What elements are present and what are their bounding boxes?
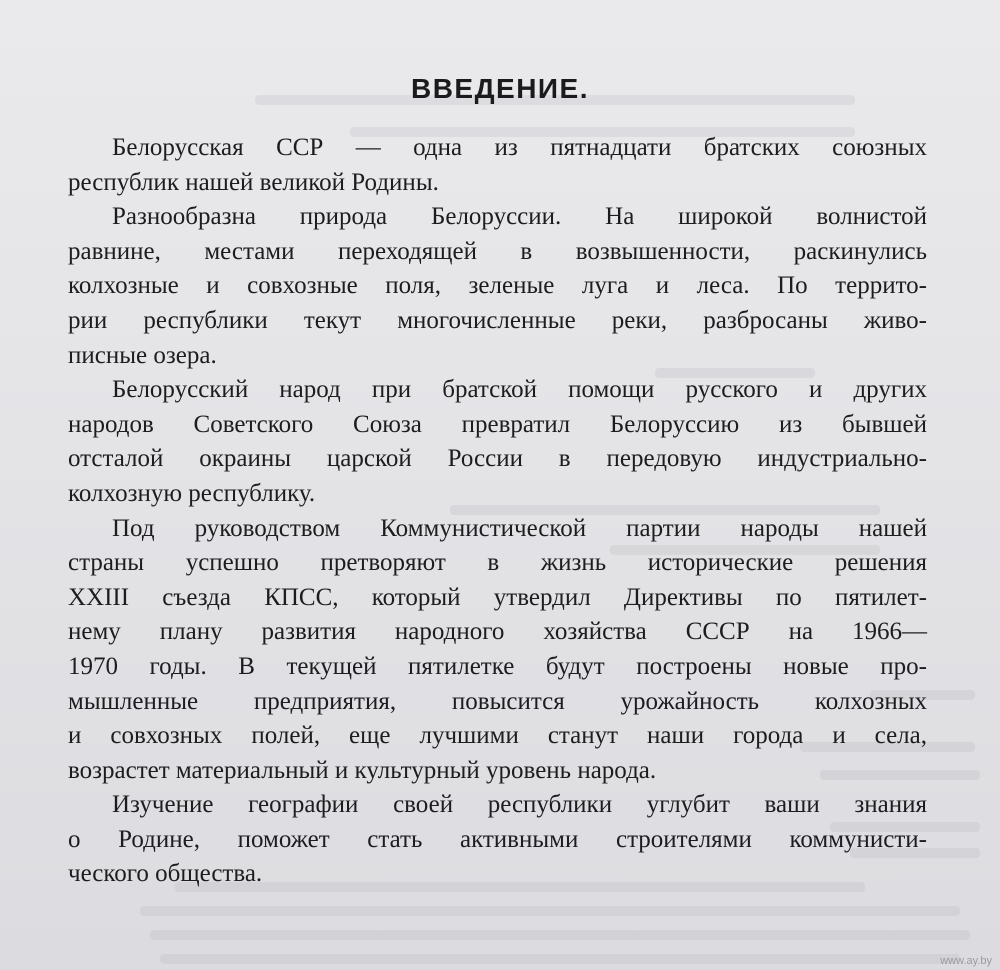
- text-line: возрастет материальный и культурный уровень народа.: [68, 756, 657, 784]
- text-line: XXIII съезда КПСС, который утвердил Директивы по пятилет-: [68, 583, 927, 611]
- text-line: колхозную республику.: [68, 479, 316, 507]
- page-title: ВВЕДЕНИЕ.: [410, 73, 590, 104]
- text-line: Белорусская ССР — одна из пятнадцати братских союзных: [112, 134, 927, 161]
- watermark: www.ay.by: [940, 955, 992, 967]
- show-through-line: [150, 930, 970, 940]
- text-line: и совхозных полей, еще лучшими станут наши города и села,: [68, 722, 927, 750]
- text-line: Под руководством Коммунистической партии народы нашей: [112, 514, 927, 542]
- text-line: мышленные предприятия, повысится урожайность колхозных: [68, 687, 927, 715]
- paragraph-5: [68, 788, 927, 892]
- paragraph-2: [68, 200, 927, 373]
- text-line: Белорусский народ при братской помощи русского и других: [112, 376, 927, 404]
- text-line: Разнообразна природа Белоруссии. На широкой волнистой: [112, 203, 927, 231]
- text-line: равнине, местами переходящей в возвышенности, раскинулись: [68, 237, 927, 265]
- text-line: писные озера.: [68, 341, 217, 369]
- text-line: нему плану развития народного хозяйства СССР на 1966—: [68, 618, 927, 646]
- text-line: страны успешно претворяют в жизнь исторические решения: [68, 549, 927, 577]
- paragraph-4: [68, 512, 927, 789]
- text-line: колхозные и совхозные поля, зеленые луга и леса. По террито-: [68, 272, 927, 300]
- show-through-line: [140, 906, 960, 916]
- show-through-line: [160, 954, 960, 964]
- paragraph-1: [68, 131, 927, 200]
- paragraph-3: [68, 373, 927, 511]
- body-text: [68, 131, 927, 892]
- text-line: Изучение географии своей республики углубит ваши знания: [112, 791, 927, 819]
- text-line: о Родине, поможет стать активными строителями коммунисти-: [68, 825, 927, 853]
- text-line: отсталой окраины царской России в передовую индустриально-: [68, 445, 927, 473]
- text-line: ческого общества.: [68, 860, 263, 888]
- text-line: народов Советского Союза превратил Белоруссию из бывшей: [68, 410, 927, 438]
- text-line: 1970 годы. В текущей пятилетке будут построены новые про-: [68, 652, 927, 680]
- text-line: республик нашей великой Родины.: [68, 168, 439, 196]
- text-line: рии республики текут многочисленные реки, разбросаны живо-: [68, 306, 927, 334]
